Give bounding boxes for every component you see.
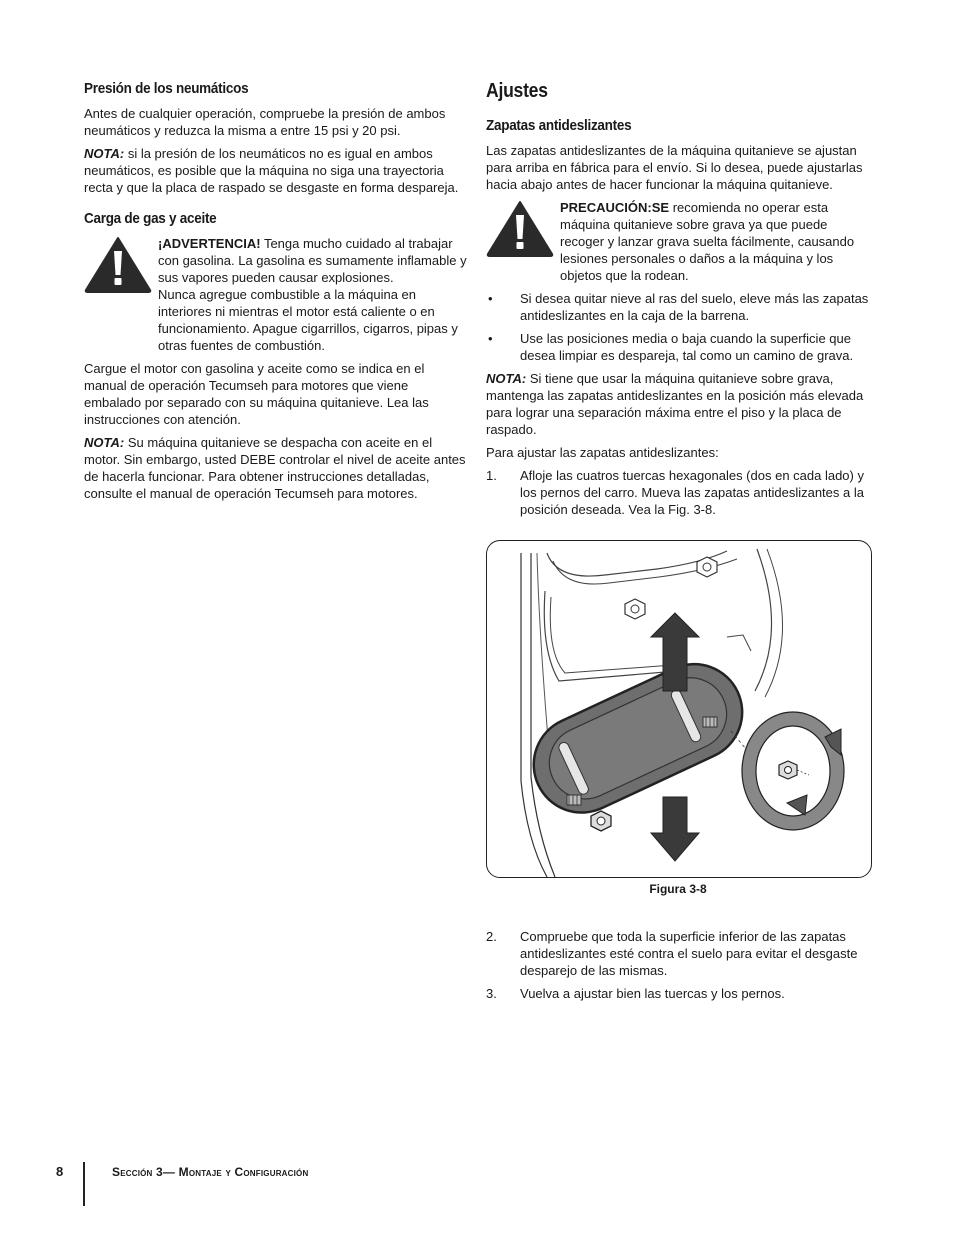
- zapatas-paragraph: Las zapatas antideslizantes de la máquina quitanieve se ajustan para arriba en fábrica para el envío. Si lo desea, puede ajustarlas hacia abajo antes de hacer funcionar la máquina quitanieve.: [486, 143, 863, 192]
- heading-zapatas: Zapatas antideslizantes: [486, 117, 632, 134]
- list-item: 1. Afloje las cuatros tuercas hexagonales (dos en cada lado) y los pernos del carro. Mueva las zapatas antideslizantes a la posición deseada. Vea la Fig. 3-8.: [486, 468, 864, 517]
- page-number: 8: [56, 1164, 64, 1179]
- nota-text: si la presión de los neumáticos no es igual en ambos neumáticos, es posible que la máquina no siga una trayectoria recta y que la placa de raspado se desgaste en forma despareja.: [84, 146, 459, 195]
- section-name: Sección 3— Montaje y Configuración: [112, 1165, 309, 1179]
- exclamation-triangle-icon: [84, 235, 152, 298]
- bullet-list: [486, 290, 870, 364]
- nota-text: Su máquina quitanieve se despacha con aceite en el motor. Sin embargo, usted DEBE controlar el nivel de aceite antes de hacerla funcionar. Para obtener instrucciones detalladas, consulte el manual de operación Tecumseh para motores.: [84, 435, 466, 501]
- right-column: [486, 80, 870, 524]
- presion-nota: [84, 145, 468, 196]
- list-item: • Use las posiciones media o baja cuando la superficie que desea limpiar es despareja, tal como un camino de grava.: [488, 331, 854, 363]
- caution-body: recomienda no operar esta máquina quitanieve sobre grava ya que puede recoger y lanzar grava suelta fácilmente, causando lesiones personales o daños a la máquina y los objetos que la rodean.: [560, 200, 855, 283]
- carga-nota: [84, 434, 468, 502]
- hex-nut-icon: [591, 811, 611, 831]
- nota-text: Si tiene que usar la máquina quitanieve sobre grava, mantenga las zapatas antideslizantes en la posición más elevada para lograr una separación máxima entre el piso y la placa de raspado.: [486, 371, 864, 437]
- zapatas-nota: [486, 370, 870, 438]
- rotate-arrow-icon: [742, 712, 844, 830]
- carga-paragraph: Cargue el motor con gasolina y aceite como se indica en el manual de operación Tecumseh para motores que viene embalado por separado con su máquina quitanieve. Lea las instrucciones con atención.: [84, 361, 429, 427]
- presion-paragraph: Antes de cualquier operación, compruebe la presión de ambos neumáticos y reduzca la misma a entre 15 psi y 20 psi.: [84, 106, 446, 138]
- nota-label: NOTA:: [486, 371, 527, 386]
- list-item: 2. Compruebe que toda la superficie inferior de las zapatas antideslizantes esté contra el suelo para evitar el desgaste desparejo de las mismas.: [486, 929, 858, 978]
- section-title: Ajustes: [486, 80, 548, 102]
- heading-presion: Presión de los neumáticos: [84, 80, 249, 97]
- figure-caption: Figura 3-8: [649, 882, 707, 896]
- heading-carga: Carga de gas y aceite: [84, 210, 217, 227]
- list-item: 3. Vuelva a ajustar bien las tuercas y los pernos.: [486, 986, 785, 1001]
- warning-lead: ¡ADVERTENCIA!: [158, 236, 261, 251]
- arrow-down-icon: [651, 797, 699, 861]
- steps-list-continued: [486, 928, 870, 1008]
- hex-nut-icon: [625, 599, 645, 619]
- warning-text: [158, 235, 468, 354]
- caution-text: [560, 199, 870, 284]
- caution-block: [486, 199, 870, 284]
- hex-nut-icon: [697, 557, 717, 577]
- carriage-bolt-icon: [703, 717, 717, 727]
- figure-skid-shoe: [486, 540, 872, 878]
- nota-label: NOTA:: [84, 146, 125, 161]
- warning-body: Tenga mucho cuidado al trabajar con gasolina. La gasolina es sumamente inflamable y sus vapores pueden causar explosiones.: [158, 236, 467, 285]
- nota-label: NOTA:: [84, 435, 125, 450]
- list-item: • Si desea quitar nieve al ras del suelo, eleve más las zapatas antideslizantes en la caja de la barrena.: [488, 291, 869, 323]
- caution-lead: PRECAUCIÓN:SE: [560, 200, 670, 215]
- skid-shoe-illustration: [487, 541, 871, 877]
- skid-shoe: [518, 648, 758, 828]
- steps-intro: Para ajustar las zapatas antideslizantes:: [486, 445, 719, 460]
- left-column: [84, 80, 468, 508]
- exclamation-triangle-icon: [486, 199, 554, 262]
- warning-body-2: Nunca agregue combustible a la máquina en interiores ni mientras el motor está caliente o en funcionamiento. Apague cigarrillos, cigarros, pipas y otras fuentes de combustión.: [158, 287, 458, 353]
- carriage-bolt-icon: [567, 795, 581, 805]
- footer-divider: [83, 1162, 85, 1206]
- steps-list: [486, 467, 870, 518]
- warning-block: [84, 235, 468, 354]
